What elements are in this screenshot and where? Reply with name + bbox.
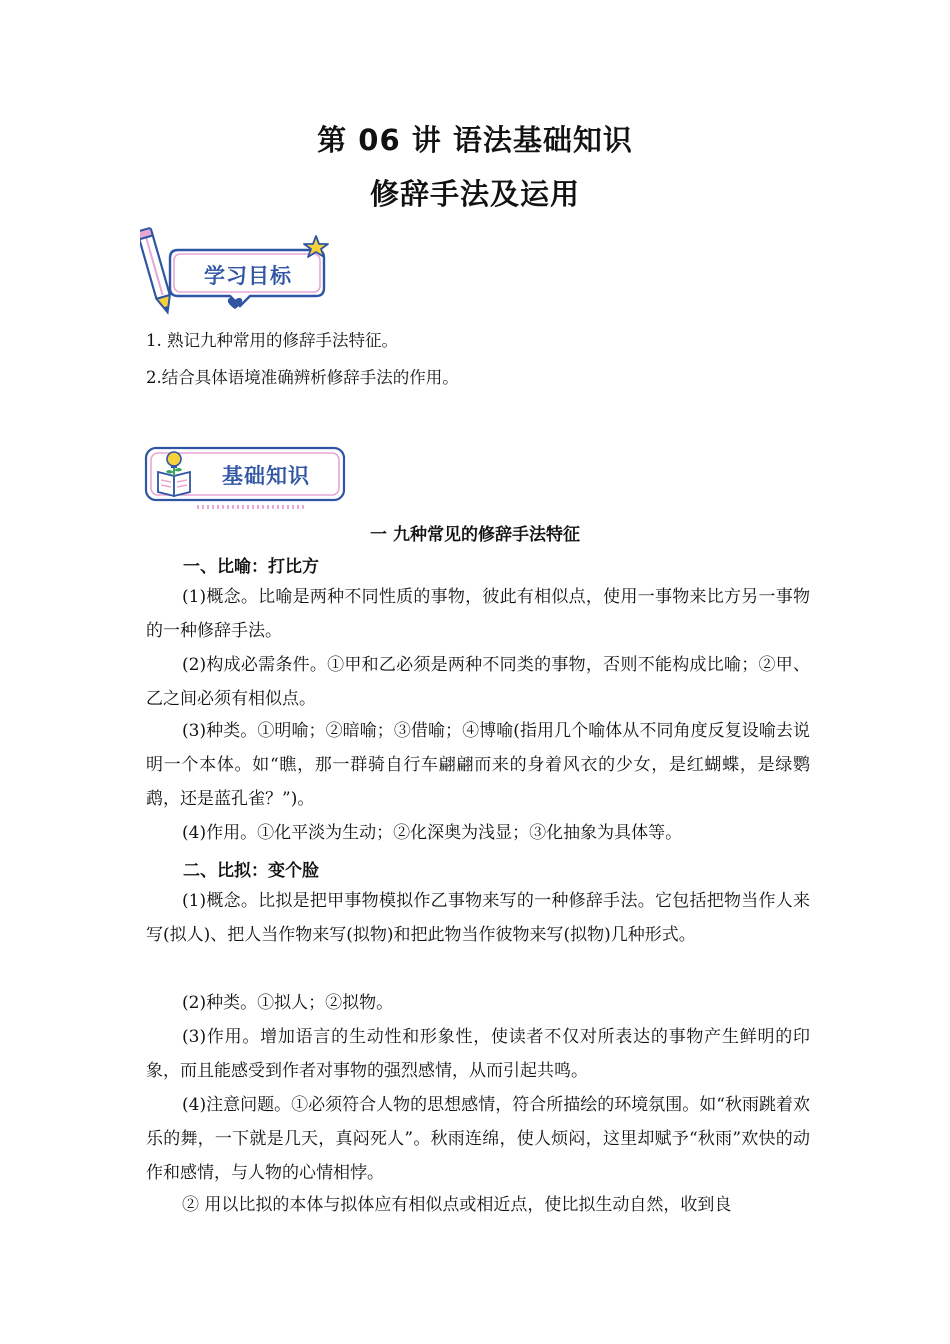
personification-heading: 二、比拟：变个脸 <box>183 861 319 881</box>
personification-notes-2: ② 用以比拟的本体与拟体应有相似点或相近点，使比拟生动自然，收到良 <box>182 1195 732 1215</box>
basic-knowledge-badge <box>140 442 352 512</box>
learning-goals-label: 学习目标 <box>204 264 292 288</box>
lecture-title: 第 06 讲 语法基础知识 <box>317 123 633 157</box>
personification-types: (2)种类。①拟人；②拟物。 <box>182 993 394 1013</box>
section-title: 一 九种常见的修辞手法特征 <box>370 525 580 545</box>
personification-effects: (3)作用。增加语言的生动性和形象性，使读者不仅对所表达的事物产生鲜明的印象，而且能感受到作者对事物的强烈感情，从而引起共鸣。 <box>146 1027 810 1081</box>
basic-knowledge-label: 基础知识 <box>222 464 310 488</box>
metaphor-heading: 一、比喻：打比方 <box>183 557 319 577</box>
metaphor-conditions: (2)构成必需条件。①甲和乙必须是两种不同类的事物，否则不能构成比喻；②甲、乙之间必须有相似点。 <box>146 655 810 709</box>
goal-item: 2.结合具体语境准确辨析修辞手法的作用。 <box>146 368 459 387</box>
metaphor-effects: (4)作用。①化平淡为生动；②化深奥为浅显；③化抽象为具体等。 <box>182 823 683 843</box>
metaphor-types: (3)种类。①明喻；②暗喻；③借喻；④博喻(指用几个喻体从不同角度反复设喻去说明一个本体。如“瞧，那一群骑自行车翩翩而来的身着风衣的少女，是红蝴蝶，是绿鹦鹉，还是蓝孔雀？”)。 <box>146 721 810 809</box>
goal-item: 1. 熟记九种常用的修辞手法特征。 <box>146 331 398 350</box>
learning-goals-badge <box>140 226 340 318</box>
metaphor-concept: (1)概念。比喻是两种不同性质的事物，彼此有相似点，使用一事物来比方另一事物的一种修辞手法。 <box>146 587 810 641</box>
personification-concept: (1)概念。比拟是把甲事物模拟作乙事物来写的一种修辞手法。它包括把物当作人来写(拟人)、把人当作物来写(拟物)和把此物当作彼物来写(拟物)几种形式。 <box>146 891 810 945</box>
personification-notes: (4)注意问题。①必须符合人物的思想感情，符合所描绘的环境氛围。如“秋雨跳着欢乐的舞，一下就是几天，真闷死人”。秋雨连绵，使人烦闷，这里却赋予“秋雨”欢快的动作和感情，与人物的心情相悖。 <box>146 1095 810 1183</box>
lecture-subtitle: 修辞手法及运用 <box>369 177 580 211</box>
